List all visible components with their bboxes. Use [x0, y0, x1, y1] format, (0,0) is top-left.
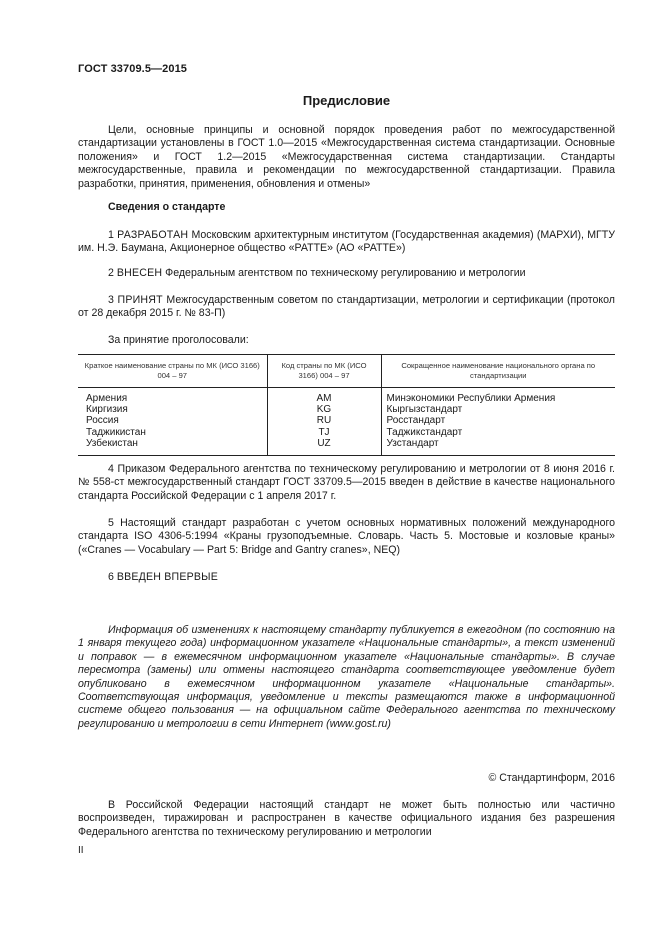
country-code: TJ — [318, 426, 330, 438]
changes-notice: Информация об изменениях к настоящему стандарту публикуется в ежегодном (по состоянию на 1 января текущего года) информационном указателе «Национальные стандарты», а текст изменений и поправок — в ежемесячном информационном указателе «Национальные стандарты». В случае пересмотра (замены) или отмены настоящего стандарта соответствующее уведомление будет опубликовано в ежемесячном информационном указателе «Национальные стандарты». Соответствующая информация, уведомление и тексты размещаются также в информационной системе общего пользования — на официальном сайте Федерального агентства по техническому регулированию и метрологии в сети Интернет (www.gost.ru) — [78, 624, 615, 730]
item-1-text: Московским архитектурным институтом (Государственная академия) (МАРХИ), МГТУ им. Н.Э. Баумана, Акционерное общество «РАТТЕ» (АО «РАТТЕ») — [78, 229, 615, 255]
page-header-standard: ГОСТ 33709.5—2015 — [78, 63, 188, 75]
header-national-body: Сокращенное наименование национального органа по стандартизации — [381, 355, 615, 388]
country-name: Киргизия — [86, 404, 128, 416]
voted-label: За принятие проголосовали: — [108, 334, 249, 346]
country-code: RU — [316, 415, 332, 427]
countries-table — [78, 354, 615, 456]
country-code: AM — [316, 393, 332, 404]
item-3 — [78, 294, 615, 321]
table-header-row — [78, 355, 615, 388]
country-names-cell — [78, 388, 267, 456]
item-6 — [78, 571, 615, 584]
country-name: Узбекистан — [86, 437, 138, 449]
item-4-text: Приказом Федерального агентства по техническому регулированию и метрологии от 8 июня 2016 г. № 558-ст межгосударственный стандарт ГОСТ 33709.5—2015 введен в действие в качестве национального стандарта Российской Федерации с 1 апреля 2017 г. — [78, 463, 615, 502]
copyright-notice: © Стандартинформ, 2016 — [488, 772, 615, 784]
item-3-lead: ПРИНЯТ — [117, 294, 163, 306]
item-6-number: 6 — [108, 571, 114, 583]
item-6-lead: ВВЕДЕН ВПЕРВЫЕ — [116, 571, 219, 583]
national-body: Узстандарт — [386, 437, 439, 449]
country-name: Таджикистан — [86, 426, 146, 438]
country-code: KG — [316, 404, 332, 416]
intro-paragraph: Цели, основные принципы и основной порядок проведения работ по межгосударственной стандартизации установлены в ГОСТ 1.0—2015 «Межгосударственная система стандартизации. Основные положения» и ГОСТ 1.2—2015 «Межгосударственная система стандартизации. Стандарты межгосударственные, правила и рекомендации по межгосударственной стандартизации. Правила разработки, принятия, применения, обновления и отмены» — [78, 124, 615, 190]
item-2-lead: ВНЕСЕН — [116, 267, 163, 279]
item-3-number: 3 — [108, 294, 114, 306]
national-bodies-cell — [381, 388, 615, 456]
page-number: II — [78, 845, 84, 856]
table-row — [78, 388, 615, 456]
reproduction-restriction: В Российской Федерации настоящий стандарт не может быть полностью или частично воспроизведен, тиражирован и распространен в качестве официального издания без разрешения Федерального агентства по техническому регулированию и метрологии — [78, 799, 615, 838]
header-country-code: Код страны по МК (ИСО 3166) 004 – 97 — [267, 355, 381, 388]
national-body: Росстандарт — [386, 415, 446, 427]
item-2 — [78, 267, 615, 280]
item-1 — [78, 229, 615, 256]
item-1-number: 1 — [108, 229, 114, 241]
header-country-name: Краткое наименование страны по МК (ИСО 3166) 004 – 97 — [78, 355, 267, 388]
item-2-number: 2 — [108, 267, 114, 279]
item-5-number: 5 — [108, 517, 114, 529]
info-heading: Сведения о стандарте — [108, 201, 226, 213]
country-code: UZ — [317, 437, 331, 449]
item-4 — [78, 463, 615, 503]
item-4-number: 4 — [108, 463, 114, 475]
item-3-text: Межгосударственным советом по стандартизации, метрологии и сертификации (протокол от 28 декабря 2015 г. № 83-П) — [78, 294, 615, 320]
page-title: Предисловие — [302, 93, 391, 108]
item-2-text: Федеральным агентством по техническому регулированию и метрологии — [162, 267, 526, 279]
national-body: Минэкономики Республики Армения — [386, 393, 556, 404]
national-body: Таджикстандарт — [386, 426, 463, 438]
item-5-text: Настоящий стандарт разработан с учетом основных нормативных положений международного стандарта ISO 4306-5:1994 «Краны грузоподъемные. Словарь. Часть 5. Мостовые и козловые краны» («Cranes — Vocabulary — Part 5: Bridge and Gantry cranes», NEQ) — [78, 517, 615, 556]
item-1-lead: РАЗРАБОТАН — [117, 229, 189, 241]
country-name: Армения — [86, 393, 128, 404]
country-codes-cell — [267, 388, 381, 456]
country-name: Россия — [86, 415, 119, 427]
national-body: Кыргызстандарт — [386, 404, 463, 416]
item-5 — [78, 517, 615, 557]
